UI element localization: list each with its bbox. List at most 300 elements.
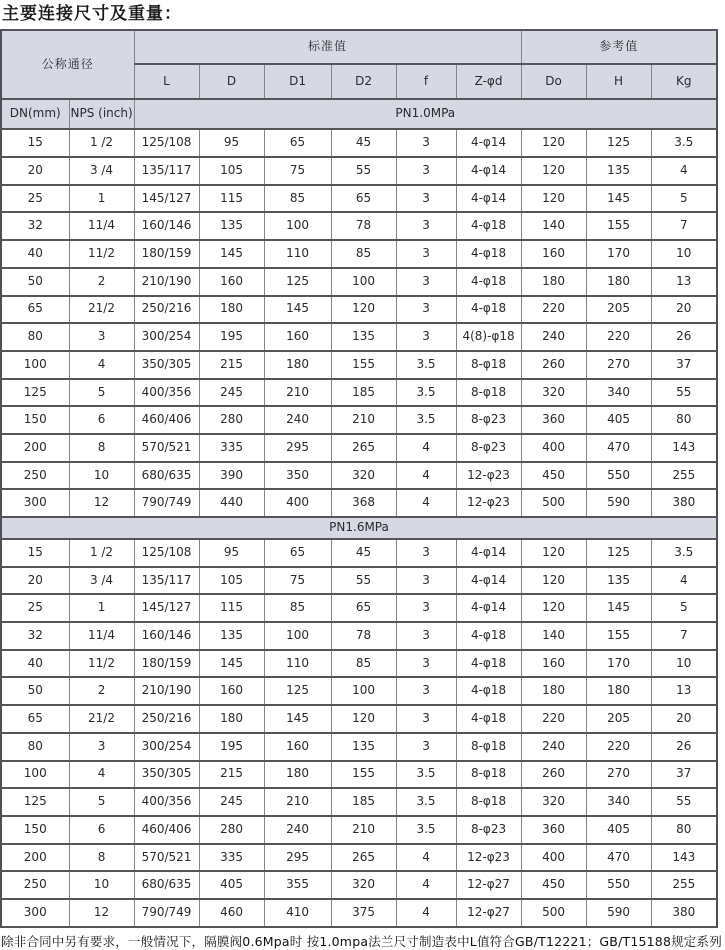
cell: 21/2 bbox=[69, 705, 134, 733]
cell: 1 bbox=[69, 185, 134, 213]
cell: 160 bbox=[199, 268, 264, 296]
cell: 590 bbox=[586, 899, 651, 927]
table-row bbox=[1, 622, 717, 650]
cell: 3 bbox=[396, 650, 456, 678]
cell: 280 bbox=[199, 816, 264, 844]
cell: 400/356 bbox=[134, 379, 199, 407]
cell: 55 bbox=[651, 788, 717, 816]
table-row bbox=[1, 871, 717, 899]
column-header-D1: D1 bbox=[264, 64, 331, 99]
cell: 4-φ18 bbox=[456, 212, 521, 240]
cell: 250 bbox=[1, 871, 69, 899]
cell: 125/108 bbox=[134, 129, 199, 157]
cell: 8-φ18 bbox=[456, 733, 521, 761]
cell: 3.5 bbox=[396, 406, 456, 434]
cell: 3 bbox=[69, 323, 134, 351]
cell: 78 bbox=[331, 212, 396, 240]
cell: 300 bbox=[1, 899, 69, 927]
cell: 4(8)-φ18 bbox=[456, 323, 521, 351]
cell: 78 bbox=[331, 622, 396, 650]
header-subrow bbox=[1, 99, 717, 129]
cell: 570/521 bbox=[134, 434, 199, 462]
cell: 85 bbox=[264, 185, 331, 213]
cell: 15 bbox=[1, 539, 69, 567]
cell: 160 bbox=[521, 240, 586, 268]
table-row bbox=[1, 489, 717, 517]
dimensions-table bbox=[0, 29, 718, 927]
cell: 10 bbox=[651, 240, 717, 268]
cell: 5 bbox=[69, 379, 134, 407]
cell: 12-φ23 bbox=[456, 844, 521, 872]
cell: 270 bbox=[586, 351, 651, 379]
cell: 4 bbox=[69, 761, 134, 789]
cell: 400 bbox=[521, 844, 586, 872]
cell: 405 bbox=[199, 871, 264, 899]
cell: 350/305 bbox=[134, 351, 199, 379]
cell: 4-φ18 bbox=[456, 650, 521, 678]
cell: 40 bbox=[1, 240, 69, 268]
cell: 120 bbox=[521, 185, 586, 213]
cell: 155 bbox=[586, 622, 651, 650]
cell: 12-φ23 bbox=[456, 489, 521, 517]
table-row bbox=[1, 844, 717, 872]
cell: 145 bbox=[586, 185, 651, 213]
cell: 180 bbox=[521, 268, 586, 296]
cell: 410 bbox=[264, 899, 331, 927]
cell: 3 bbox=[396, 129, 456, 157]
cell: 680/635 bbox=[134, 871, 199, 899]
cell: 368 bbox=[331, 489, 396, 517]
cell: 12 bbox=[69, 489, 134, 517]
cell: 195 bbox=[199, 323, 264, 351]
cell: 4-φ18 bbox=[456, 296, 521, 324]
cell: 245 bbox=[199, 379, 264, 407]
cell: 3 bbox=[396, 594, 456, 622]
cell: 125 bbox=[264, 677, 331, 705]
cell: 55 bbox=[331, 157, 396, 185]
cell: 240 bbox=[521, 733, 586, 761]
cell: 185 bbox=[331, 788, 396, 816]
cell: 95 bbox=[199, 539, 264, 567]
cell: 260 bbox=[521, 761, 586, 789]
cell: 265 bbox=[331, 844, 396, 872]
cell: 125 bbox=[586, 539, 651, 567]
table-row bbox=[1, 539, 717, 567]
cell: 180 bbox=[199, 705, 264, 733]
section-label-pn10: PN1.0MPa bbox=[134, 99, 717, 129]
cell: 13 bbox=[651, 268, 717, 296]
cell: 220 bbox=[521, 705, 586, 733]
cell: 350/305 bbox=[134, 761, 199, 789]
cell: 185 bbox=[331, 379, 396, 407]
table-row bbox=[1, 677, 717, 705]
cell: 20 bbox=[1, 567, 69, 595]
cell: 150 bbox=[1, 816, 69, 844]
column-header-nps-inch: NPS (inch) bbox=[69, 99, 134, 129]
header-nominal-diameter: 公称通径 bbox=[1, 30, 134, 99]
cell: 145 bbox=[586, 594, 651, 622]
cell: 80 bbox=[651, 816, 717, 844]
cell: 80 bbox=[651, 406, 717, 434]
cell: 260 bbox=[521, 351, 586, 379]
cell: 10 bbox=[651, 650, 717, 678]
column-header-f: f bbox=[396, 64, 456, 99]
cell: 100 bbox=[331, 677, 396, 705]
cell: 105 bbox=[199, 567, 264, 595]
cell: 80 bbox=[1, 323, 69, 351]
cell: 500 bbox=[521, 489, 586, 517]
cell: 3.5 bbox=[651, 129, 717, 157]
cell: 125/108 bbox=[134, 539, 199, 567]
cell: 32 bbox=[1, 212, 69, 240]
cell: 4 bbox=[651, 567, 717, 595]
cell: 295 bbox=[264, 844, 331, 872]
table-row bbox=[1, 185, 717, 213]
cell: 210 bbox=[264, 788, 331, 816]
cell: 350 bbox=[264, 462, 331, 490]
cell: 3.5 bbox=[396, 351, 456, 379]
cell: 26 bbox=[651, 323, 717, 351]
cell: 680/635 bbox=[134, 462, 199, 490]
table-row bbox=[1, 788, 717, 816]
cell: 45 bbox=[331, 539, 396, 567]
column-header-H: H bbox=[586, 64, 651, 99]
cell: 210/190 bbox=[134, 268, 199, 296]
cell: 8-φ18 bbox=[456, 761, 521, 789]
cell: 180 bbox=[521, 677, 586, 705]
cell: 355 bbox=[264, 871, 331, 899]
cell: 3 bbox=[396, 240, 456, 268]
cell: 220 bbox=[521, 296, 586, 324]
cell: 1 /2 bbox=[69, 129, 134, 157]
cell: 205 bbox=[586, 705, 651, 733]
cell: 135/117 bbox=[134, 567, 199, 595]
cell: 55 bbox=[331, 567, 396, 595]
cell: 13 bbox=[651, 677, 717, 705]
cell: 20 bbox=[651, 705, 717, 733]
cell: 4 bbox=[396, 434, 456, 462]
cell: 4-φ18 bbox=[456, 240, 521, 268]
cell: 5 bbox=[69, 788, 134, 816]
cell: 470 bbox=[586, 434, 651, 462]
cell: 7 bbox=[651, 212, 717, 240]
cell: 155 bbox=[331, 761, 396, 789]
cell: 450 bbox=[521, 462, 586, 490]
cell: 2 bbox=[69, 268, 134, 296]
table-row bbox=[1, 323, 717, 351]
cell: 400 bbox=[264, 489, 331, 517]
table-row bbox=[1, 296, 717, 324]
cell: 25 bbox=[1, 594, 69, 622]
cell: 3 bbox=[69, 733, 134, 761]
cell: 6 bbox=[69, 406, 134, 434]
cell: 4-φ18 bbox=[456, 705, 521, 733]
cell: 8-φ18 bbox=[456, 351, 521, 379]
cell: 75 bbox=[264, 157, 331, 185]
footnote: 除非合同中另有要求，一般情况下，隔膜阀0.6Mpa时 按1.0mpa法兰尺寸制造表中L值符合GB/T12221；GB/T15188规定系列 bbox=[1, 933, 722, 949]
cell: 8-φ18 bbox=[456, 788, 521, 816]
cell: 4 bbox=[396, 899, 456, 927]
cell: 180/159 bbox=[134, 650, 199, 678]
table-row bbox=[1, 650, 717, 678]
cell: 135/117 bbox=[134, 157, 199, 185]
cell: 143 bbox=[651, 844, 717, 872]
cell: 100 bbox=[264, 212, 331, 240]
cell: 790/749 bbox=[134, 489, 199, 517]
table-row bbox=[1, 761, 717, 789]
cell: 135 bbox=[199, 622, 264, 650]
cell: 100 bbox=[1, 351, 69, 379]
cell: 3 bbox=[396, 705, 456, 733]
cell: 21/2 bbox=[69, 296, 134, 324]
cell: 155 bbox=[586, 212, 651, 240]
cell: 335 bbox=[199, 434, 264, 462]
cell: 4 bbox=[396, 844, 456, 872]
cell: 5 bbox=[651, 185, 717, 213]
table-body bbox=[1, 129, 717, 926]
cell: 140 bbox=[521, 212, 586, 240]
cell: 255 bbox=[651, 871, 717, 899]
cell: 4-φ18 bbox=[456, 268, 521, 296]
cell: 570/521 bbox=[134, 844, 199, 872]
cell: 380 bbox=[651, 899, 717, 927]
cell: 85 bbox=[264, 594, 331, 622]
cell: 145 bbox=[264, 296, 331, 324]
cell: 300/254 bbox=[134, 733, 199, 761]
cell: 120 bbox=[331, 705, 396, 733]
cell: 4-φ18 bbox=[456, 622, 521, 650]
cell: 3.5 bbox=[396, 379, 456, 407]
cell: 110 bbox=[264, 650, 331, 678]
table-row bbox=[1, 240, 717, 268]
cell: 400 bbox=[521, 434, 586, 462]
cell: 3 bbox=[396, 677, 456, 705]
cell: 105 bbox=[199, 157, 264, 185]
header-group-row bbox=[1, 30, 717, 64]
cell: 460 bbox=[199, 899, 264, 927]
cell: 250 bbox=[1, 462, 69, 490]
cell: 12-φ23 bbox=[456, 462, 521, 490]
cell: 180 bbox=[264, 761, 331, 789]
cell: 160/146 bbox=[134, 622, 199, 650]
cell: 12-φ27 bbox=[456, 899, 521, 927]
cell: 460/406 bbox=[134, 406, 199, 434]
cell: 375 bbox=[331, 899, 396, 927]
cell: 120 bbox=[521, 129, 586, 157]
cell: 390 bbox=[199, 462, 264, 490]
cell: 200 bbox=[1, 844, 69, 872]
cell: 550 bbox=[586, 462, 651, 490]
table-row bbox=[1, 705, 717, 733]
cell: 1 /2 bbox=[69, 539, 134, 567]
cell: 180 bbox=[264, 351, 331, 379]
cell: 65 bbox=[331, 185, 396, 213]
cell: 4 bbox=[396, 489, 456, 517]
cell: 200 bbox=[1, 434, 69, 462]
cell: 150 bbox=[1, 406, 69, 434]
cell: 11/2 bbox=[69, 650, 134, 678]
cell: 25 bbox=[1, 185, 69, 213]
cell: 4-φ14 bbox=[456, 594, 521, 622]
cell: 3 bbox=[396, 296, 456, 324]
cell: 2 bbox=[69, 677, 134, 705]
cell: 265 bbox=[331, 434, 396, 462]
cell: 4 bbox=[396, 871, 456, 899]
cell: 4-φ14 bbox=[456, 185, 521, 213]
cell: 55 bbox=[651, 379, 717, 407]
cell: 3 /4 bbox=[69, 567, 134, 595]
cell: 115 bbox=[199, 185, 264, 213]
cell: 7 bbox=[651, 622, 717, 650]
cell: 240 bbox=[264, 816, 331, 844]
cell: 460/406 bbox=[134, 816, 199, 844]
table-row bbox=[1, 157, 717, 185]
cell: 12-φ27 bbox=[456, 871, 521, 899]
cell: 4-φ14 bbox=[456, 129, 521, 157]
cell: 145/127 bbox=[134, 185, 199, 213]
column-header-dn-mm: DN(mm) bbox=[1, 99, 69, 129]
cell: 125 bbox=[264, 268, 331, 296]
cell: 405 bbox=[586, 816, 651, 844]
cell: 4 bbox=[396, 462, 456, 490]
cell: 12 bbox=[69, 899, 134, 927]
cell: 95 bbox=[199, 129, 264, 157]
cell: 3 bbox=[396, 212, 456, 240]
table-row bbox=[1, 406, 717, 434]
cell: 3 bbox=[396, 733, 456, 761]
cell: 65 bbox=[1, 296, 69, 324]
cell: 340 bbox=[586, 379, 651, 407]
cell: 590 bbox=[586, 489, 651, 517]
cell: 6 bbox=[69, 816, 134, 844]
cell: 180 bbox=[199, 296, 264, 324]
cell: 155 bbox=[331, 351, 396, 379]
table-row bbox=[1, 129, 717, 157]
cell: 5 bbox=[651, 594, 717, 622]
cell: 280 bbox=[199, 406, 264, 434]
cell: 11/2 bbox=[69, 240, 134, 268]
cell: 37 bbox=[651, 761, 717, 789]
cell: 8-φ23 bbox=[456, 406, 521, 434]
cell: 145/127 bbox=[134, 594, 199, 622]
cell: 335 bbox=[199, 844, 264, 872]
cell: 120 bbox=[521, 594, 586, 622]
cell: 135 bbox=[331, 733, 396, 761]
cell: 8 bbox=[69, 844, 134, 872]
cell: 3.5 bbox=[396, 788, 456, 816]
cell: 37 bbox=[651, 351, 717, 379]
cell: 215 bbox=[199, 351, 264, 379]
cell: 15 bbox=[1, 129, 69, 157]
column-header-Z-phi-d: Z-φd bbox=[456, 64, 521, 99]
cell: 470 bbox=[586, 844, 651, 872]
table-row bbox=[1, 733, 717, 761]
section-band-row bbox=[1, 517, 717, 539]
section-label-pn16: PN1.6MPa bbox=[1, 517, 717, 539]
table-row bbox=[1, 899, 717, 927]
header-group-reference-values: 参考值 bbox=[521, 30, 717, 64]
cell: 100 bbox=[264, 622, 331, 650]
cell: 160 bbox=[264, 733, 331, 761]
cell: 210 bbox=[331, 816, 396, 844]
cell: 160 bbox=[199, 677, 264, 705]
cell: 100 bbox=[331, 268, 396, 296]
cell: 450 bbox=[521, 871, 586, 899]
cell: 32 bbox=[1, 622, 69, 650]
cell: 3.5 bbox=[396, 761, 456, 789]
cell: 160 bbox=[521, 650, 586, 678]
cell: 270 bbox=[586, 761, 651, 789]
cell: 295 bbox=[264, 434, 331, 462]
table-row bbox=[1, 567, 717, 595]
cell: 160 bbox=[264, 323, 331, 351]
cell: 360 bbox=[521, 816, 586, 844]
cell: 400/356 bbox=[134, 788, 199, 816]
cell: 143 bbox=[651, 434, 717, 462]
column-header-D: D bbox=[199, 64, 264, 99]
cell: 8-φ23 bbox=[456, 434, 521, 462]
cell: 135 bbox=[586, 157, 651, 185]
cell: 220 bbox=[586, 733, 651, 761]
cell: 250/216 bbox=[134, 705, 199, 733]
cell: 320 bbox=[331, 871, 396, 899]
cell: 8-φ23 bbox=[456, 816, 521, 844]
cell: 205 bbox=[586, 296, 651, 324]
cell: 110 bbox=[264, 240, 331, 268]
column-header-L: L bbox=[134, 64, 199, 99]
table-row bbox=[1, 379, 717, 407]
table-row bbox=[1, 816, 717, 844]
cell: 85 bbox=[331, 240, 396, 268]
cell: 160/146 bbox=[134, 212, 199, 240]
cell: 145 bbox=[199, 650, 264, 678]
table-row bbox=[1, 594, 717, 622]
cell: 8-φ18 bbox=[456, 379, 521, 407]
cell: 10 bbox=[69, 871, 134, 899]
cell: 300/254 bbox=[134, 323, 199, 351]
cell: 220 bbox=[586, 323, 651, 351]
cell: 320 bbox=[521, 379, 586, 407]
cell: 170 bbox=[586, 650, 651, 678]
cell: 10 bbox=[69, 462, 134, 490]
cell: 4-φ18 bbox=[456, 677, 521, 705]
cell: 210/190 bbox=[134, 677, 199, 705]
cell: 20 bbox=[651, 296, 717, 324]
table-row bbox=[1, 434, 717, 462]
cell: 240 bbox=[521, 323, 586, 351]
cell: 125 bbox=[1, 788, 69, 816]
cell: 135 bbox=[199, 212, 264, 240]
cell: 115 bbox=[199, 594, 264, 622]
cell: 440 bbox=[199, 489, 264, 517]
header-group-standard-values: 标准值 bbox=[134, 30, 521, 64]
cell: 210 bbox=[264, 379, 331, 407]
cell: 195 bbox=[199, 733, 264, 761]
cell: 3 /4 bbox=[69, 157, 134, 185]
table-row bbox=[1, 268, 717, 296]
cell: 100 bbox=[1, 761, 69, 789]
cell: 40 bbox=[1, 650, 69, 678]
cell: 550 bbox=[586, 871, 651, 899]
cell: 170 bbox=[586, 240, 651, 268]
cell: 3.5 bbox=[651, 539, 717, 567]
cell: 4 bbox=[651, 157, 717, 185]
cell: 255 bbox=[651, 462, 717, 490]
cell: 65 bbox=[264, 539, 331, 567]
cell: 50 bbox=[1, 268, 69, 296]
cell: 240 bbox=[264, 406, 331, 434]
column-header-Do: Do bbox=[521, 64, 586, 99]
